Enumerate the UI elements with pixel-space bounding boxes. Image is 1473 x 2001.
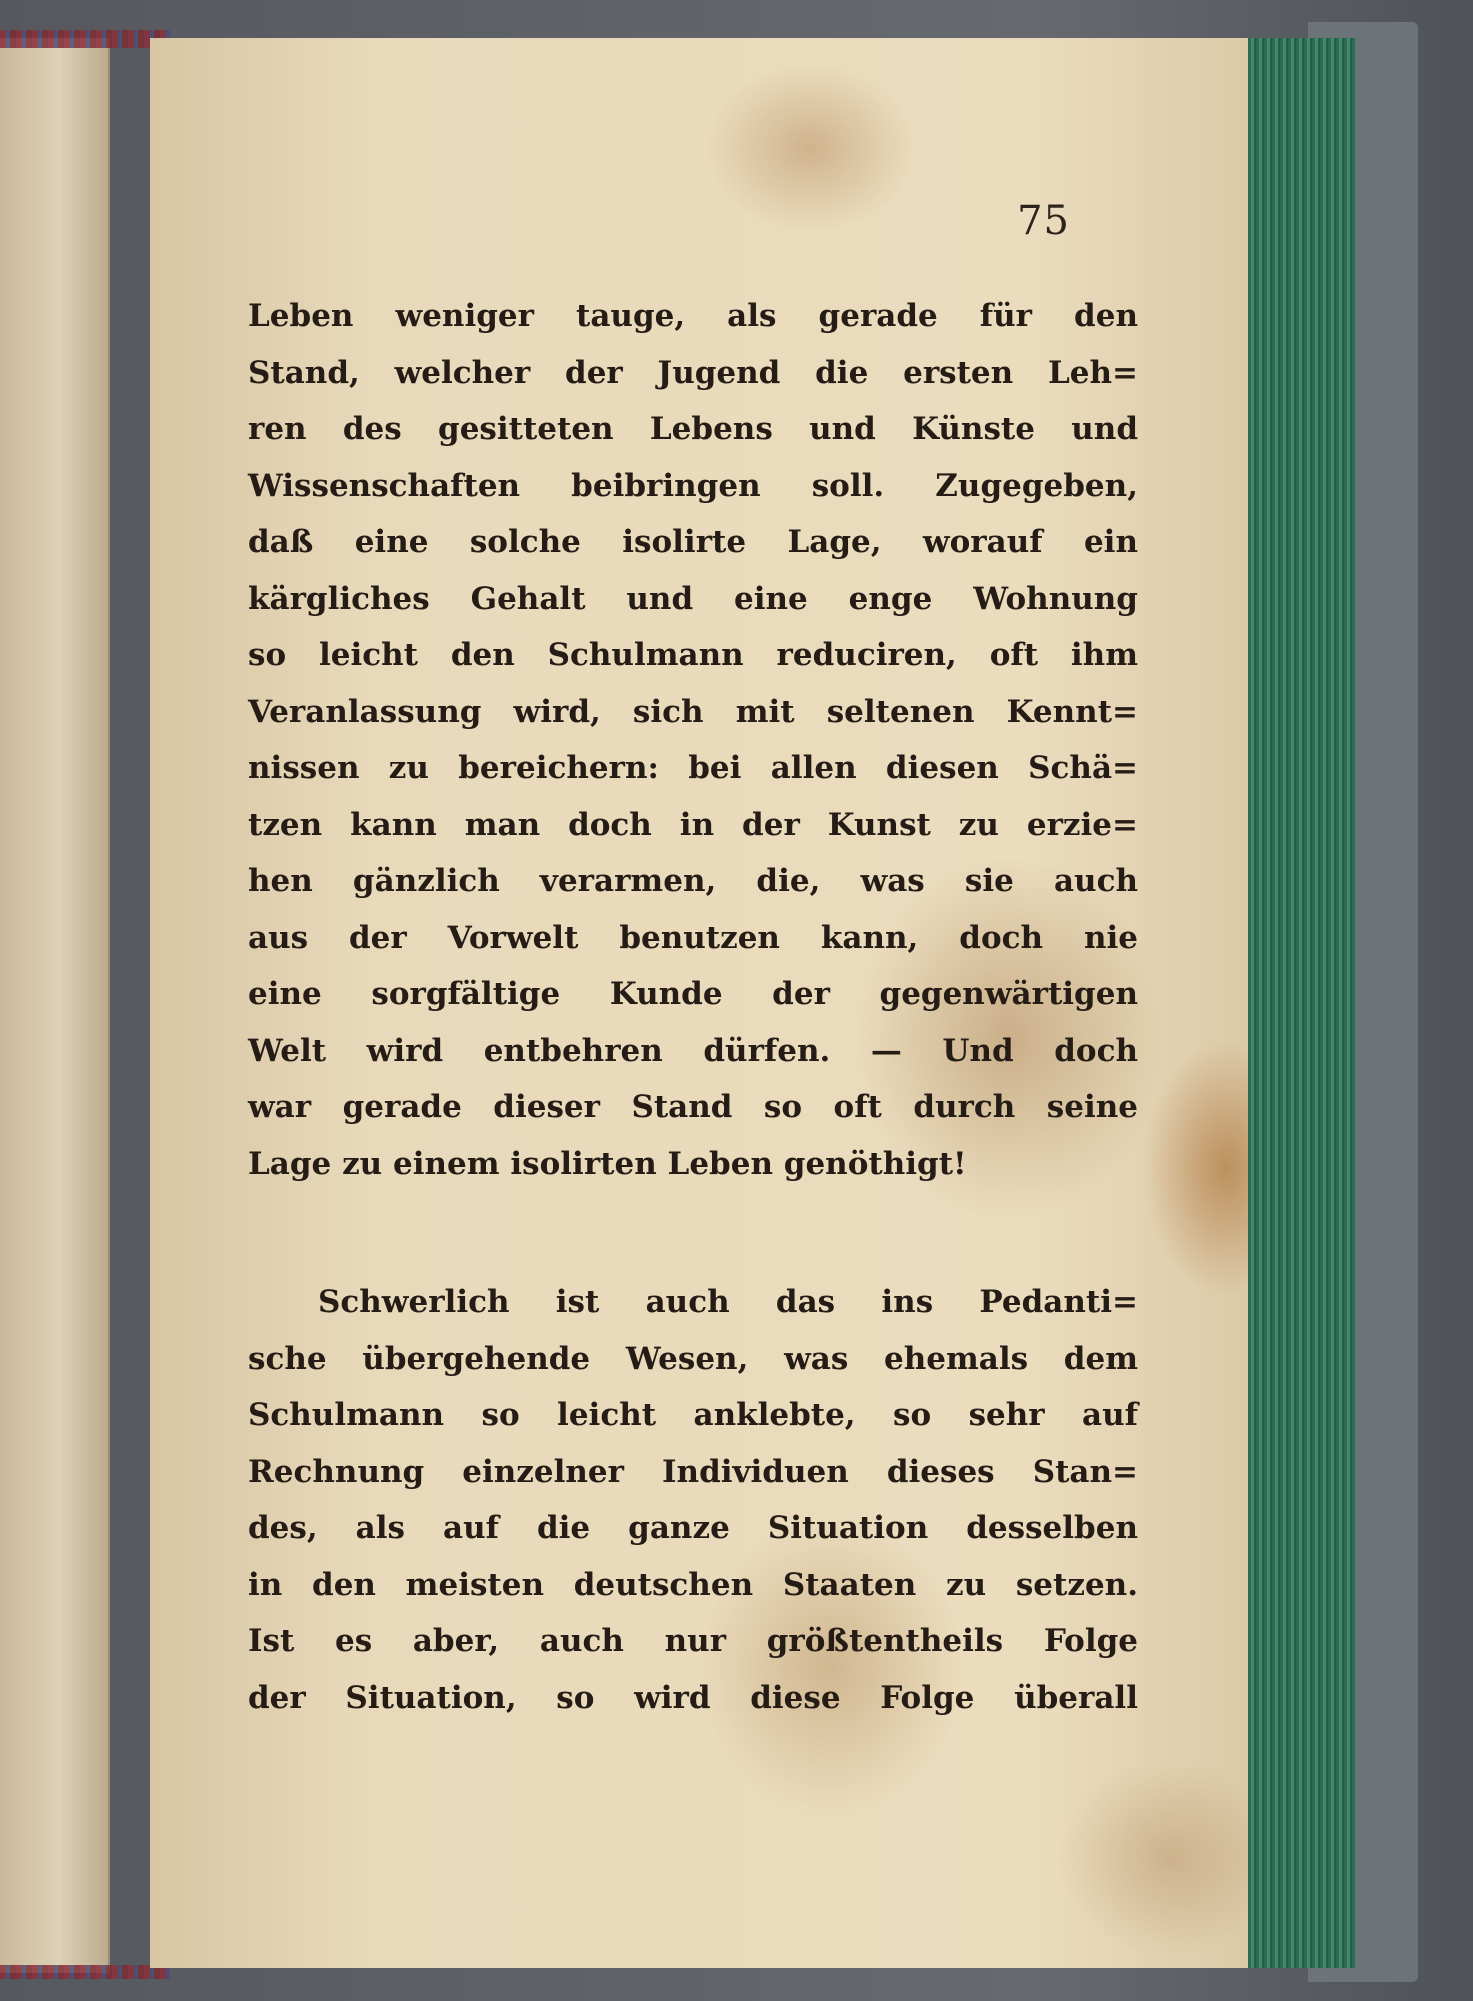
text-line: Wissenschaften beibringen soll. Zugegeben, — [248, 467, 1138, 504]
right-page — [150, 38, 1248, 1968]
paragraph-gap — [248, 1192, 1138, 1274]
text-line: Lage zu einem isolirten Leben genöthigt! — [248, 1145, 967, 1182]
text-line: Welt wird entbehren dürfen. — Und doch — [248, 1032, 1138, 1069]
left-page-edge — [0, 38, 110, 1973]
binding-thread-bottom — [0, 1965, 170, 1979]
text-line: nissen zu bereichern: bei allen diesen Schä= — [248, 750, 1138, 786]
text-line: kärgliches Gehalt und eine enge Wohnung — [248, 580, 1138, 617]
text-line: der Situation, so wird diese Folge überall — [248, 1679, 1138, 1716]
text-line: hen gänzlich verarmen, die, was sie auch — [248, 863, 1138, 899]
text-line: in den meisten deutschen Staaten zu setzen. — [248, 1566, 1138, 1603]
body-text — [248, 288, 1138, 1726]
text-line: Veranlassung wird, sich mit seltenen Kennt= — [248, 693, 1138, 730]
paragraph-2 — [248, 1274, 1138, 1726]
text-line: Schulmann so leicht anklebte, so sehr auf — [248, 1397, 1138, 1433]
text-line: Rechnung einzelner Individuen dieses Stan= — [248, 1453, 1138, 1490]
binding-thread-top — [0, 30, 170, 48]
text-line: daß eine solche isolirte Lage, worauf ein — [248, 524, 1138, 560]
text-line: ren des gesitteten Lebens und Künste und — [248, 411, 1138, 447]
text-line: Schwerlich ist auch das ins Pedanti= — [318, 1284, 1138, 1320]
text-line: eine sorgfältige Kunde der gegenwärtigen — [248, 976, 1138, 1012]
text-line: tzen kann man doch in der Kunst zu erzie= — [248, 806, 1138, 843]
text-line: so leicht den Schulmann reduciren, oft ihm — [248, 637, 1138, 673]
text-line: des, als auf die ganze Situation desselben — [248, 1510, 1138, 1546]
page-number: 75 — [1017, 198, 1070, 244]
text-line: sche übergehende Wesen, was ehemals dem — [248, 1340, 1138, 1377]
text-line: Ist es aber, auch nur größtentheils Folge — [248, 1623, 1138, 1659]
green-page-edges — [1245, 38, 1356, 1968]
text-line: Leben weniger tauge, als gerade für den — [248, 298, 1138, 334]
text-line: Stand, welcher der Jugend die ersten Leh= — [248, 354, 1138, 391]
text-line: war gerade dieser Stand so oft durch seine — [248, 1089, 1138, 1125]
paragraph-1 — [248, 288, 1138, 1192]
text-line: aus der Vorwelt benutzen kann, doch nie — [248, 919, 1138, 956]
